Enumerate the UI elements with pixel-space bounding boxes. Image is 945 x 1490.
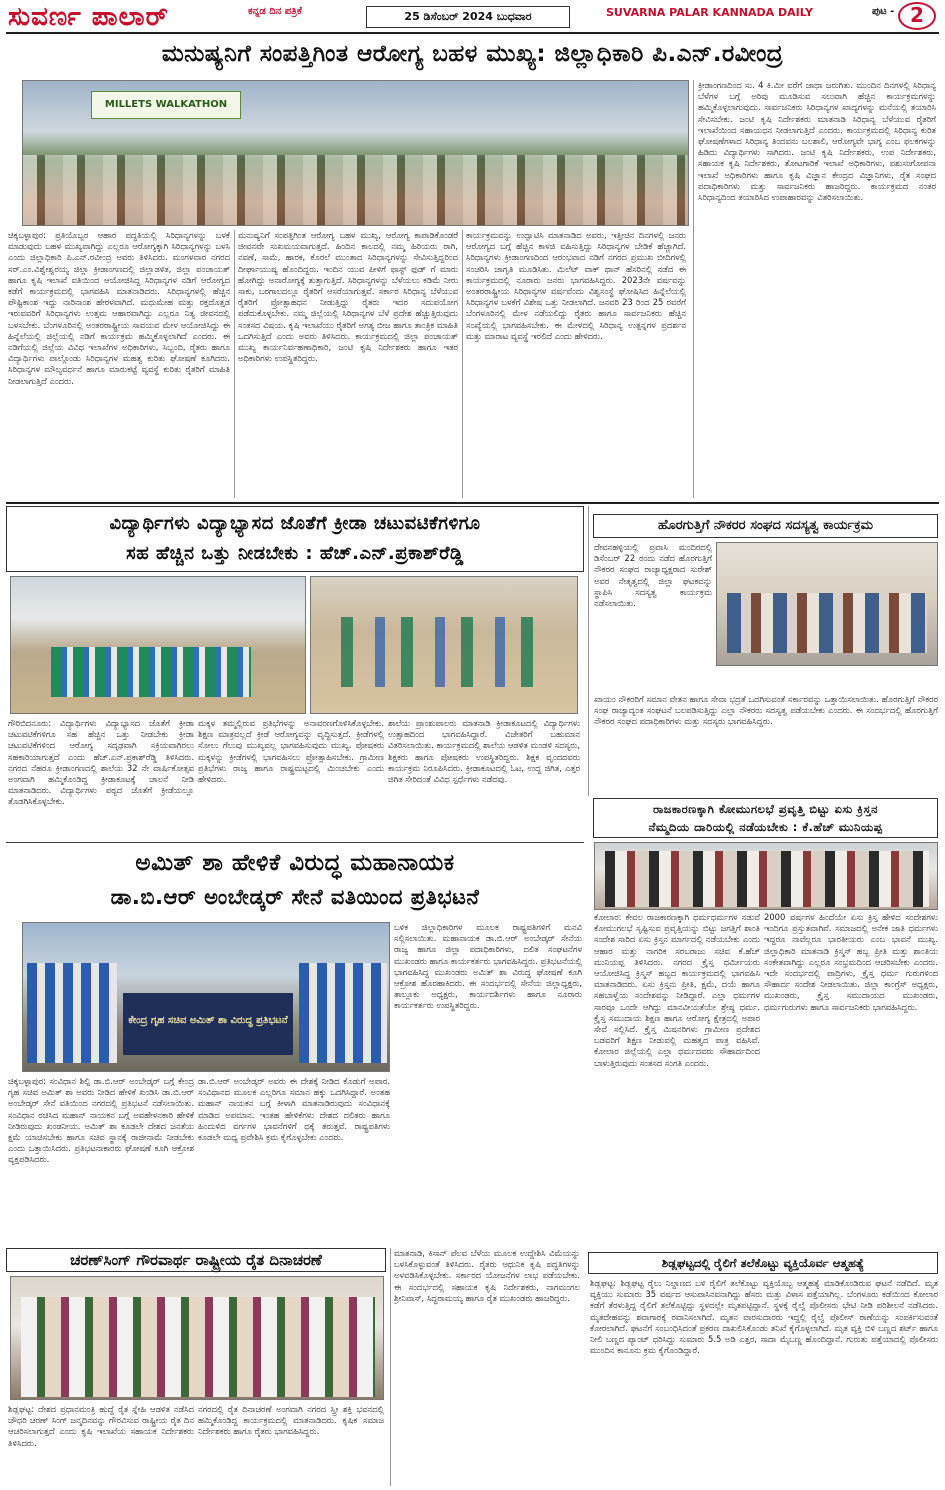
a1-photo-crowd <box>23 155 689 226</box>
a2-photo-right <box>310 576 578 714</box>
a2-col1: ಗೌರಿಬಿದನೂರು: ವಿದ್ಯಾರ್ಥಿಗಳು ವಿದ್ಯಾಭ್ಯಾಸದ ಜೊತೆಗೆ ಕ್ರೀಡಾ ಚಟುವಟಿಕೆಗಳಿಗೂ ಸಹ ಹೆಚ್ಚಿನ ಒತ್ತು ನೀಡಬೇಕು ಕ್ರೀಡಾ ಚಟುವಟಿಕೆಗಳಿಂದ ಆರೋಗ್ಯ ಸದೃಢವಾಗಿ ಸಕ್ರಿಯವಾಗಿರಲು ಸಹಕಾರಿಯಾಗುತ್ತದೆ ಎಂದು ಹೆಚ್.ಎನ್.ಪ್ರಕಾಶ್‌ರೆಡ್ಡಿ ತಿಳಿಸಿದರು. ನಗರದ ನೆಹರೂ ಕ್ರೀಡಾಂಗಣದಲ್ಲಿ ಶಾಲೆಯ 32 ನೇ ವಾರ್ಷಿಕೋತ್ಸವ ಅಂಗವಾಗಿ ಹಮ್ಮಿಕೊಂಡಿದ್ದ ಕ್ರೀಡಾಕೂಟಕ್ಕೆ ಚಾಲನೆ ನೀಡಿ ಮಾತನಾಡಿದರು. ವಿದ್ಯಾರ್ಥಿಗಳು ಪಠ್ಯದ ಜೊತೆಗೆ ಕ್ರೀಡೆಯಲ್ಲೂ ತೊಡಗಿಸಿಕೊಳ್ಳಬೇಕು. <box>8 718 194 807</box>
a5-headline-box <box>6 846 584 918</box>
a5-col3: ಬಳಿಕ ಜಿಲ್ಲಾಧಿಕಾರಿಗಳ ಮೂಲಕ ರಾಷ್ಟ್ರಪತಿಗಳಿಗೆ ಮನವಿ ಸಲ್ಲಿಸಲಾಯಿತು. ಮಹಾನಾಯಕ ಡಾ.ಬಿ.ಆರ್ ಅಂಬೇಡ್ಕರ್ ಸೇನೆಯ ರಾಜ್ಯ ಹಾಗೂ ಜಿಲ್ಲಾ ಪದಾಧಿಕಾರಿಗಳು, ದಲಿತ ಸಂಘಟನೆಗಳ ಮುಖಂಡರು ಹಾಗೂ ಕಾರ್ಯಕರ್ತರು ಭಾಗವಹಿಸಿದ್ದರು. ಪ್ರತಿಭಟನೆಯಲ್ಲಿ ಭಾಗವಹಿಸಿದ್ದ ಮುಖಂಡರು ಅಮಿತ್ ಶಾ ವಿರುದ್ಧ ಘೋಷಣೆ ಕೂಗಿ ಆಕ್ರೋಶ ಹೊರಹಾಕಿದರು. ಈ ಸಂದರ್ಭದಲ್ಲಿ ಸೇನೆಯ ಜಿಲ್ಲಾಧ್ಯಕ್ಷರು, ತಾಲ್ಲೂಕು ಅಧ್ಯಕ್ಷರು, ಕಾರ್ಯದರ್ಶಿಗಳು ಹಾಗೂ ನೂರಾರು ಕಾರ್ಯಕರ್ತರು ಉಪಸ್ಥಿತರಿದ್ದರು. <box>394 922 582 1011</box>
a5-banner: ಕೇಂದ್ರ ಗೃಹ ಸಚಿವ ಅಮಿತ್ ಶಾ ವಿರುದ್ಧ ಪ್ರತಿಭಟನೆ <box>123 993 293 1055</box>
a6-col-rule <box>390 1248 391 1486</box>
a5-photo-crowd <box>299 963 387 1063</box>
a1-col4: ಕ್ರೀಡಾಂಗಣದಿಂದ ಸು. 4 ಕಿ.ಮೀ ವರೆಗೆ ಜಾಥಾ ಜರುಗಿತು. ಮುಂದಿನ ದಿನಗಳಲ್ಲಿ ಸಿರಿಧಾನ್ಯ ಬೆಳೆಗಳ ಬಗ್ಗೆ ಅರಿವು ಮೂಡಿಸುವ ಸಲುವಾಗಿ ಹೆಚ್ಚಿನ ಕಾರ್ಯಕ್ರಮಗಳನ್ನು ಹಮ್ಮಿಕೊಳ್ಳಲಾಗುವುದು. ಸಾರ್ವಜನಿಕರು ಸಿರಿಧಾನ್ಯಗಳ ಖಾದ್ಯಗಳನ್ನು ಮನೆಯಲ್ಲಿ ತಯಾರಿಸಿ ಸೇವಿಸಬೇಕು. ಜಂಟಿ ಕೃಷಿ ನಿರ್ದೇಶಕರು ಮಾತನಾಡಿ ಸಿರಿಧಾನ್ಯ ಬೆಳೆಯುವ ರೈತರಿಗೆ ಇಲಾಖೆಯಿಂದ ಸಹಾಯಧನ ನೀಡಲಾಗುತ್ತಿದೆ ಎಂದರು. ಕಾರ್ಯಕ್ರಮದಲ್ಲಿ ಸಿರಿಧಾನ್ಯ ಕುರಿತ ಘೋಷಣೆಗಳಾದ ಸಿರಿಧಾನ್ಯ ತಿಂದವನು ಬಲಶಾಲಿ, ಆರೋಗ್ಯವೇ ಭಾಗ್ಯ ಎಂಬ ಫಲಕಗಳನ್ನು ಹಿಡಿದು ವಿದ್ಯಾರ್ಥಿಗಳು ಸಾಗಿದರು. ಜಂಟಿ ಕೃಷಿ ನಿರ್ದೇಶಕರು, ಉಪ ನಿರ್ದೇಶಕರು, ಸಹಾಯಕ ಕೃಷಿ ನಿರ್ದೇಶಕರು, ತೋಟಗಾರಿಕೆ ಇಲಾಖೆ ಅಧಿಕಾರಿಗಳು, ಪಶುಸಂಗೋಪನಾ ಇಲಾಖೆ ಅಧಿಕಾರಿಗಳು ಹಾಗೂ ಕೃಷಿ ವಿಜ್ಞಾನ ಕೇಂದ್ರದ ವಿಜ್ಞಾನಿಗಳು, ರೈತ ಸಂಘದ ಪದಾಧಿಕಾರಿಗಳು ಮತ್ತು ಸಾರ್ವಜನಿಕರು ಹಾಜರಿದ್ದರು. ಕಾರ್ಯಕ್ರಮದ ನಂತರ ಸಿರಿಧಾನ್ಯದಿಂದ ತಯಾರಿಸಿದ ಉಪಾಹಾರವನ್ನು ವಿತರಿಸಲಾಯಿತು. <box>698 80 936 203</box>
a5-photo <box>22 922 390 1072</box>
section-rule <box>6 502 939 504</box>
a2-photo-left <box>10 576 306 714</box>
a4-photo-people <box>605 851 929 907</box>
a7-headline: ಶಿಡ್ಲಘಟ್ಟದಲ್ಲಿ ರೈಲಿಗೆ ತಲೆಕೊಟ್ಟು ವ್ಯಕ್ತಿಯೊರ್ವ ಆತ್ಮಹತ್ಯೆ <box>588 1252 938 1274</box>
a1-col-rule <box>462 230 463 498</box>
a6-col1: ಶಿಡ್ಲಘಟ್ಟ: ದೇಶದ ಪ್ರಧಾನಮಂತ್ರಿ ಹುದ್ದೆ ರೈತ ಸ್ನೇಹಿ ಆಡಳಿತ ನಡೆಸಿದ ಚೌಧರಿ ಚರಣ್ ಸಿಂಗ್ ಜನ್ಮದಿನವನ್ನು ಗೌರವಿಸುವ ರಾಷ್ಟ್ರೀಯ ರೈತ ದಿನ ಆಚರಿಸಲಾಗುತ್ತದೆ ಎಂದು ಕೃಷಿ ಇಲಾಖೆಯ ಸಹಾಯಕ ನಿರ್ದೇಶಕರು ತಿಳಿಸಿದರು. <box>8 1404 194 1448</box>
a1-col1: ಚಿಕ್ಕಬಳ್ಳಾಪುರ: ಪ್ರತಿಯೊಬ್ಬರ ಆಹಾರ ಪದ್ಧತಿಯಲ್ಲಿ ಸಿರಿಧಾನ್ಯಗಳನ್ನು ಬಳಕೆ ಮಾಡುವುದು ಬಹಳ ಮುಖ್ಯವಾಗಿದ್ದು ಎಲ್ಲರೂ ಆರೋಗ್ಯಕ್ಕಾಗಿ ಸಿರಿಧಾನ್ಯಗಳನ್ನು ಬಳಸಿ ಎಂದು ಜಿಲ್ಲಾಧಿಕಾರಿ ಪಿ.ಎನ್.ರವೀಂದ್ರ ಅವರು ತಿಳಿಸಿದರು. ಮಂಗಳವಾರ ನಗರದ ಸರ್.ಎಂ.ವಿಶ್ವೇಶ್ವರಯ್ಯ ಜಿಲ್ಲಾ ಕ್ರೀಡಾಂಗಣದಲ್ಲಿ ಜಿಲ್ಲಾಡಳಿತ, ಜಿಲ್ಲಾ ಪಂಚಾಯತ್ ಹಾಗೂ ಕೃಷಿ ಇಲಾಖೆ ವತಿಯಿಂದ ಆಯೋಜಿಸಿದ್ದ ಸಿರಿಧಾನ್ಯಗಳ ನಡಿಗೆ ಆರೋಗ್ಯದ ಕಡೆಗೆ ಕಾರ್ಯಕ್ರಮದಲ್ಲಿ ಭಾಗವಹಿಸಿ ಮಾತನಾಡಿದರು. ಸಿರಿಧಾನ್ಯಗಳಲ್ಲಿ ಹೆಚ್ಚಿನ ಪೌಷ್ಟಿಕಾಂಶ ಇದ್ದು ನಾರಿನಾಂಶ ಹೇರಳವಾಗಿದೆ. ಮಧುಮೇಹ ಮತ್ತು ರಕ್ತದೊತ್ತಡ ಇರುವವರಿಗೆ ಸಿರಿಧಾನ್ಯಗಳು ಉತ್ತಮ ಆಹಾರವಾಗಿದ್ದು ಎಲ್ಲರೂ ನಿತ್ಯ ಜೀವನದಲ್ಲಿ ಬಳಸಬೇಕು. ಬೆಂಗಳೂರಿನಲ್ಲಿ ಅಂತರರಾಷ್ಟ್ರೀಯ ಸಾವಯವ ಮೇಳ ಆಯೋಜಿಸಿದ್ದು ಈ ಹಿನ್ನೆಲೆಯಲ್ಲಿ ಜಿಲ್ಲೆಯಲ್ಲಿ ನಡಿಗೆ ಕಾರ್ಯಕ್ರಮ ಹಮ್ಮಿಕೊಳ್ಳಲಾಗಿದೆ ಎಂದರು. ಈ ನಡಿಗೆಯಲ್ಲಿ ಜಿಲ್ಲೆಯ ವಿವಿಧ ಇಲಾಖೆಗಳ ಅಧಿಕಾರಿಗಳು, ಸಿಬ್ಬಂದಿ, ರೈತರು ಹಾಗೂ ವಿದ್ಯಾರ್ಥಿಗಳು ಪಾಲ್ಗೊಂಡು ಸಿರಿಧಾನ್ಯಗಳ ಮಹತ್ವ ಕುರಿತು ಘೋಷಣೆ ಕೂಗಿದರು. ಸಿರಿಧಾನ್ಯಗಳ ಮೌಲ್ಯವರ್ಧನೆ ಹಾಗೂ ಮಾರುಕಟ್ಟೆ ವ್ಯವಸ್ಥೆ ಕುರಿತು ರೈತರಿಗೆ ಮಾಹಿತಿ ನೀಡಲಾಗುತ್ತಿದೆ ಎಂದರು. <box>8 230 230 386</box>
a5-col1: ಚಿಕ್ಕಬಳ್ಳಾಪುರ: ಸಂವಿಧಾನ ಶಿಲ್ಪಿ ಡಾ.ಬಿ.ಆರ್ ಅಂಬೇಡ್ಕರ್ ಬಗ್ಗೆ ಕೇಂದ್ರ ಗೃಹ ಸಚಿವ ಅಮಿತ್ ಶಾ ಅವರು ನೀಡಿದ ಹೇಳಿಕೆ ಖಂಡಿಸಿ ಡಾ.ಬಿ.ಆರ್ ಅಂಬೇಡ್ಕರ್ ಸೇನೆ ವತಿಯಿಂದ ನಗರದಲ್ಲಿ ಪ್ರತಿಭಟನೆ ನಡೆಸಲಾಯಿತು. ಸಂವಿಧಾನ ರಚಿಸಿದ ಮಹಾನ್ ನಾಯಕನ ಬಗ್ಗೆ ಅವಹೇಳನಕಾರಿ ಹೇಳಿಕೆ ನೀಡಿರುವುದು ಖಂಡನೀಯ. ಅಮಿತ್ ಶಾ ಕೂಡಲೇ ದೇಶದ ಜನತೆಯ ಕ್ಷಮೆ ಯಾಚಿಸಬೇಕು ಹಾಗೂ ಸಚಿವ ಸ್ಥಾನಕ್ಕೆ ರಾಜೀನಾಮೆ ನೀಡಬೇಕು ಎಂದು ಒತ್ತಾಯಿಸಿದರು. ಪ್ರತಿಭಟನಾಕಾರರು ಘೋಷಣೆ ಕೂಗಿ ಆಕ್ರೋಶ ವ್ಯಕ್ತಪಡಿಸಿದರು. <box>8 1076 194 1165</box>
masthead-subtitle: ಕನ್ನಡ ದಿನ ಪತ್ರಿಕೆ <box>248 6 302 17</box>
a1-headline: ಮನುಷ್ಯನಿಗೆ ಸಂಪತ್ತಿಗಿಂತ ಆರೋಗ್ಯ ಬಹಳ ಮುಖ್ಯ: ಜಿಲ್ಲಾಧಿಕಾರಿ ಪಿ.ಎನ್.ರವೀಂದ್ರ <box>161 41 784 67</box>
a1-col3: ಕಾರ್ಯಕ್ರಮವನ್ನು ಉದ್ಘಾಟಿಸಿ ಮಾತನಾಡಿದ ಅವರು, ಇತ್ತೀಚಿನ ದಿನಗಳಲ್ಲಿ ಜನರು ಆರೋಗ್ಯದ ಬಗ್ಗೆ ಹೆಚ್ಚಿನ ಕಾಳಜಿ ವಹಿಸುತ್ತಿದ್ದು ಸಿರಿಧಾನ್ಯಗಳ ಬೇಡಿಕೆ ಹೆಚ್ಚಾಗಿದೆ. ಸಿರಿಧಾನ್ಯಗಳು ಕ್ರೀಡಾಂಗಣದಿಂದ ಆರಂಭವಾದ ನಡಿಗೆ ನಗರದ ಪ್ರಮುಖ ಬೀದಿಗಳಲ್ಲಿ ಸಂಚರಿಸಿ ಜಾಗೃತಿ ಮೂಡಿಸಿತು. ಮಿಲೆಟ್ ವಾಕ್ ಥಾನ್ ಹೆಸರಿನಲ್ಲಿ ನಡೆದ ಈ ಕಾರ್ಯಕ್ರಮದಲ್ಲಿ ನೂರಾರು ಜನರು ಭಾಗವಹಿಸಿದ್ದರು. 2023ನೇ ವರ್ಷವನ್ನು ಅಂತರರಾಷ್ಟ್ರೀಯ ಸಿರಿಧಾನ್ಯಗಳ ವರ್ಷವೆಂದು ವಿಶ್ವಸಂಸ್ಥೆ ಘೋಷಿಸಿದ ಹಿನ್ನೆಲೆಯಲ್ಲಿ ಸಿರಿಧಾನ್ಯಗಳ ಬಳಕೆಗೆ ವಿಶೇಷ ಒತ್ತು ನೀಡಲಾಗಿದೆ. ಜನವರಿ 23 ರಿಂದ 25 ರವರೆಗೆ ಬೆಂಗಳೂರಿನಲ್ಲಿ ಮೇಳ ನಡೆಯಲಿದ್ದು ರೈತರು ಹಾಗೂ ಸಾರ್ವಜನಿಕರು ಹೆಚ್ಚಿನ ಸಂಖ್ಯೆಯಲ್ಲಿ ಭಾಗವಹಿಸಬೇಕು. ಈ ಮೇಳದಲ್ಲಿ ಸಿರಿಧಾನ್ಯ ಉತ್ಪನ್ನಗಳ ಪ್ರದರ್ಶನ ಮತ್ತು ಮಾರಾಟ ವ್ಯವಸ್ಥೆ ಇರಲಿದೆ ಎಂದು ಹೇಳಿದರು. <box>466 230 686 341</box>
a1-col-rule <box>234 230 235 498</box>
a5-photo-crowd <box>27 963 117 1063</box>
a4-col1: ಕೋಲಾರ: ಕೇವಲ ರಾಜಕಾರಣಕ್ಕಾಗಿ ಧರ್ಮಧರ್ಮಗಳ ನಡುವೆ ಕೋಮುಗಲಭೆ ಸೃಷ್ಟಿಸುವ ಪ್ರವೃತ್ತಿಯನ್ನು ಬಿಟ್ಟು ಜಗತ್ತಿಗೆ ಶಾಂತಿ ಸಂದೇಶ ಸಾರಿದ ಏಸು ಕ್ರಿಸ್ತನ ಮಾರ್ಗದಲ್ಲಿ ನಡೆಯಬೇಕು ಎಂದು ಆಹಾರ ಮತ್ತು ನಾಗರಿಕ ಸರಬರಾಜು ಸಚಿವ ಕೆ.ಹೆಚ್ ಮುನಿಯಪ್ಪ ತಿಳಿಸಿದರು. ನಗರದ ಕ್ರೈಸ್ತ ಧರ್ಮೀಯರು ಆಯೋಜಿಸಿದ್ದ ಕ್ರಿಸ್ಮಸ್ ಹಬ್ಬದ ಕಾರ್ಯಕ್ರಮದಲ್ಲಿ ಭಾಗವಹಿಸಿ ಮಾತನಾಡಿದರು. ಏಸು ಕ್ರಿಸ್ತನು ಪ್ರೀತಿ, ಕ್ಷಮೆ, ದಯೆ ಹಾಗೂ ಸಹಬಾಳ್ವೆಯ ಸಂದೇಶವನ್ನು ನೀಡಿದ್ದಾರೆ. ಎಲ್ಲಾ ಧರ್ಮಗಳ ಸಾರವೂ ಒಂದೇ ಆಗಿದ್ದು ಮಾನವೀಯತೆಯೇ ಶ್ರೇಷ್ಠ ಧರ್ಮ. ಕ್ರೈಸ್ತ ಸಮುದಾಯ ಶಿಕ್ಷಣ ಹಾಗೂ ಆರೋಗ್ಯ ಕ್ಷೇತ್ರದಲ್ಲಿ ಅಪಾರ ಸೇವೆ ಸಲ್ಲಿಸಿದೆ. ಕ್ರೈಸ್ತ ಮಿಷನರಿಗಳು ಗ್ರಾಮೀಣ ಪ್ರದೇಶದ ಬಡವರಿಗೆ ಶಿಕ್ಷಣ ನೀಡುವಲ್ಲಿ ಮಹತ್ವದ ಪಾತ್ರ ವಹಿಸಿವೆ. ಕೋಲಾರ ಜಿಲ್ಲೆಯಲ್ಲಿ ಎಲ್ಲಾ ಧರ್ಮದವರು ಸೌಹಾರ್ದದಿಂದ ಬಾಳುತ್ತಿರುವುದು ಸಂತಸದ ಸಂಗತಿ ಎಂದರು. <box>594 912 760 1068</box>
a1-col-rule <box>693 80 694 498</box>
a3-headline: ಹೊರಗುತ್ತಿಗೆ ನೌಕರರ ಸಂಘದ ಸದಸ್ಯತ್ವ ಕಾರ್ಯಕ್ರಮ <box>593 514 938 538</box>
a6-col2: ನಗರದಲ್ಲಿ ರೈತ ದಿನಾಚರಣೆ ಅಂಗವಾಗಿ ನಗರದ ಸ್ತ್ರೀ ಶಕ್ತಿ ಭವನದಲ್ಲಿ ಹಮ್ಮಿಕೊಂಡಿದ್ದ ಕಾರ್ಯಕ್ರಮದಲ್ಲಿ ಮಾತನಾಡಿದರು. ಕೃಷಿಕ ಸಮಾಜ ನಿರ್ದೇಶಕರು ಹಾಗೂ ರೈತರು ಭಾಗವಹಿಸಿದ್ದರು. <box>198 1404 384 1437</box>
masthead-rule <box>6 32 939 34</box>
a3-photo-people <box>727 593 927 653</box>
a5-col2: ಡಾ.ಬಿ.ಆರ್ ಅಂಬೇಡ್ಕರ್ ಅವರು ಈ ದೇಶಕ್ಕೆ ನೀಡಿದ ಕೊಡುಗೆ ಅಪಾರ. ಸಂವಿಧಾನದ ಮೂಲಕ ಎಲ್ಲರಿಗೂ ಸಮಾನ ಹಕ್ಕು ಒದಗಿಸಿದ್ದಾರೆ. ಅಂತಹ ಮಹಾನ್ ನಾಯಕನ ಬಗ್ಗೆ ಕೀಳಾಗಿ ಮಾತನಾಡಿರುವುದು ಸಂವಿಧಾನಕ್ಕೆ ಮಾಡಿದ ಅಪಮಾನ. ಇಂತಹ ಹೇಳಿಕೆಗಳು ದೇಶದ ದಲಿತರು ಹಾಗೂ ಹಿಂದುಳಿದ ವರ್ಗಗಳ ಭಾವನೆಗಳಿಗೆ ಧಕ್ಕೆ ತರುತ್ತವೆ. ರಾಷ್ಟ್ರಪತಿಗಳು ಕೂಡಲೇ ಮಧ್ಯ ಪ್ರವೇಶಿಸಿ ಕ್ರಮ ಕೈಗೊಳ್ಳಬೇಕು ಎಂದರು. <box>198 1076 390 1143</box>
a3-col2: ಖಾಯಂ ನೌಕರರಿಗೆ ಸಮಾನ ವೇತನ ಹಾಗೂ ಸೇವಾ ಭದ್ರತೆ ಒದಗಿಸುವಂತೆ ಸರ್ಕಾರವನ್ನು ಒತ್ತಾಯಿಸಲಾಯಿತು. ಹೊರಗುತ್ತಿಗೆ ನೌಕರರ ಸಂಘ ರಾಜ್ಯಾದ್ಯಂತ ಸಂಘಟನೆ ಬಲಪಡಿಸುತ್ತಿದ್ದು ಎಲ್ಲಾ ನೌಕರರು ಸದಸ್ಯತ್ವ ಪಡೆಯಬೇಕು ಎಂದರು. ಈ ಸಂದರ್ಭದಲ್ಲಿ ಹೊರಗುತ್ತಿಗೆ ನೌಕರರ ಸಂಘದ ಪದಾಧಿಕಾರಿಗಳು ಮತ್ತು ಸದಸ್ಯರು ಭಾಗವಹಿಸಿದ್ದರು. <box>594 694 938 727</box>
page-number: 2 <box>898 2 936 30</box>
a3-photo <box>716 542 938 666</box>
a5-headline-line1: ಅಮಿತ್ ಶಾ ಹೇಳಿಕೆ ವಿರುದ್ಧ ಮಹಾನಾಯಕ <box>135 850 455 876</box>
a1-photo <box>22 80 689 226</box>
a4-col2: 2000 ವರ್ಷಗಳ ಹಿಂದೆಯೇ ಏಸು ಕ್ರಿಸ್ತ ಹೇಳಿದ ಸಂದೇಶಗಳು ಇಂದಿಗೂ ಪ್ರಸ್ತುತವಾಗಿವೆ. ಸಮಾಜದಲ್ಲಿ ಅನೇಕ ಜಾತಿ ಧರ್ಮಗಳು ಇದ್ದರೂ ನಾವೆಲ್ಲರೂ ಭಾರತೀಯರು ಎಂಬ ಭಾವನೆ ಮುಖ್ಯ. ಜಿಲ್ಲಾಧಿಕಾರಿ ಮಾತನಾಡಿ ಕ್ರಿಸ್ಮಸ್ ಹಬ್ಬ ಪ್ರೀತಿ ಮತ್ತು ಶಾಂತಿಯ ಸಂಕೇತವಾಗಿದ್ದು ಎಲ್ಲರೂ ಸಂಭ್ರಮದಿಂದ ಆಚರಿಸಬೇಕು ಎಂದರು. ಇದೇ ಸಂದರ್ಭದಲ್ಲಿ ಪಾದ್ರಿಗಳು, ಕ್ರೈಸ್ತ ಧರ್ಮ ಗುರುಗಳಿಂದ ಸೌಹಾರ್ದ ಸಂದೇಶ ನೀಡಲಾಯಿತು. ಜಿಲ್ಲಾ ಕಾಂಗ್ರೆಸ್ ಅಧ್ಯಕ್ಷರು, ಮುಖಂಡರು, ಕ್ರೈಸ್ತ ಸಮುದಾಯದ ಮುಖಂಡರು, ಧರ್ಮಗುರುಗಳು ಹಾಗೂ ಸಾರ್ವಜನಿಕರು ಭಾಗವಹಿಸಿದ್ದರು. <box>764 912 938 1012</box>
a4-headline-line1: ರಾಜಕಾರಣಕ್ಕಾಗಿ ಕೋಮುಗಲಭೆ ಪ್ರವೃತ್ತಿ ಬಿಟ್ಟು ಏಸು ಕ್ರಿಸ್ತನ <box>652 802 878 816</box>
a2-headline-line1: ವಿದ್ಯಾರ್ಥಿಗಳು ವಿದ್ಯಾಭ್ಯಾಸದ ಜೊತೆಗೆ ಕ್ರೀಡಾ ಚಟುವಟಿಕೆಗಳಿಗೂ <box>109 513 481 534</box>
a5-headline-line2: ಡಾ.ಬಿ.ಆರ್ ಅಂಬೇಡ್ಕರ್ ಸೇನೆ ವತಿಯಿಂದ ಪ್ರತಿಭಟನೆ <box>110 885 480 909</box>
masthead-date: 25 ಡಿಸೆಂಬರ್ 2024 ಬುಧವಾರ <box>366 6 570 28</box>
a1-banner: MILLETS WALKATHON <box>91 91 241 119</box>
a2-photo-runners <box>341 617 541 687</box>
masthead-english-name: SUVARNA PALAR KANNADA DAILY <box>606 6 813 19</box>
a1-col2: ಮನುಷ್ಯನಿಗೆ ಸಂಪತ್ತಿಗಿಂತ ಆರೋಗ್ಯ ಬಹಳ ಮುಖ್ಯ, ಆರೋಗ್ಯ ಕಾಪಾಡಿಕೊಂಡರೆ ಜೀವನವೇ ಸುಖಮಯವಾಗುತ್ತದೆ. ಹಿಂದಿನ ಕಾಲದಲ್ಲಿ ನಮ್ಮ ಹಿರಿಯರು ರಾಗಿ, ನವಣೆ, ಸಾಮೆ, ಹಾರಕ, ಕೊರಲೆ ಮುಂತಾದ ಸಿರಿಧಾನ್ಯಗಳನ್ನು ಸೇವಿಸುತ್ತಿದ್ದರಿಂದ ದೀರ್ಘಾಯುಷ್ಯ ಹೊಂದಿದ್ದರು. ಇಂದಿನ ಯುವ ಪೀಳಿಗೆ ಫಾಸ್ಟ್ ಫುಡ್ ಗೆ ಮಾರು ಹೋಗಿದ್ದು ಅನಾರೋಗ್ಯಕ್ಕೆ ತುತ್ತಾಗುತ್ತಿದೆ. ಸಿರಿಧಾನ್ಯಗಳನ್ನು ಬೆಳೆಯಲು ಕಡಿಮೆ ನೀರು ಸಾಕು, ಬರಗಾಲದಲ್ಲೂ ರೈತರಿಗೆ ಆಸರೆಯಾಗುತ್ತವೆ. ಸರ್ಕಾರ ಸಿರಿಧಾನ್ಯ ಬೆಳೆಯುವ ರೈತರಿಗೆ ಪ್ರೋತ್ಸಾಹಧನ ನೀಡುತ್ತಿದ್ದು ರೈತರು ಇದರ ಸದುಪಯೋಗ ಪಡೆದುಕೊಳ್ಳಬೇಕು. ನಮ್ಮ ಜಿಲ್ಲೆಯಲ್ಲಿ ಸಿರಿಧಾನ್ಯಗಳ ಬೆಳೆ ಪ್ರದೇಶ ಹೆಚ್ಚುತ್ತಿರುವುದು ಸಂತಸದ ವಿಷಯ. ಕೃಷಿ ಇಲಾಖೆಯು ರೈತರಿಗೆ ಅಗತ್ಯ ಬೀಜ ಹಾಗೂ ತಾಂತ್ರಿಕ ಮಾಹಿತಿ ಒದಗಿಸುತ್ತಿದೆ ಎಂದು ಅವರು ತಿಳಿಸಿದರು. ಕಾರ್ಯಕ್ರಮದಲ್ಲಿ ಜಿಲ್ಲಾ ಪಂಚಾಯತ್ ಮುಖ್ಯ ಕಾರ್ಯನಿರ್ವಹಣಾಧಿಕಾರಿ, ಜಂಟಿ ಕೃಷಿ ನಿರ್ದೇಶಕರು ಹಾಗೂ ಇತರ ಅಧಿಕಾರಿಗಳು ಉಪಸ್ಥಿತರಿದ್ದರು. <box>238 230 458 364</box>
a4-headline-line2: ನೆಮ್ಮದಿಯ ದಾರಿಯಲ್ಲಿ ನಡೆಯಬೇಕು : ಕೆ.ಹೆಚ್ ಮುನಿಯಪ್ಪ <box>648 820 883 834</box>
a2-headline-box <box>6 506 584 572</box>
a4-headline-box <box>593 798 938 838</box>
a6-headline: ಚರಣ್‌ಸಿಂಗ್ ಗೌರವಾರ್ಥ ರಾಷ್ಟ್ರೀಯ ರೈತ ದಿನಾಚರಣೆ <box>6 1248 386 1272</box>
right-col-rule <box>588 506 589 796</box>
a4-photo <box>594 842 938 910</box>
a6-photo-people <box>21 1297 375 1397</box>
page-label: ಪುಟ - <box>872 6 895 17</box>
a7-col1: ಶಿಡ್ಲಘಟ್ಟ: ಶಿಡ್ಲಘಟ್ಟ ರೈಲು ನಿಲ್ದಾಣದ ಬಳಿ ರೈಲಿಗೆ ತಲೆಕೊಟ್ಟು ವ್ಯಕ್ತಿಯೊಬ್ಬ ಆತ್ಮಹತ್ಯೆ ಮಾಡಿಕೊಂಡಿರುವ ಘಟನೆ ನಡೆದಿದೆ. ಮೃತ ವ್ಯಕ್ತಿಯು ಸುಮಾರು 35 ವರ್ಷದ ಆಸುಪಾಸಿನವನಾಗಿದ್ದು ಹೆಸರು ಮತ್ತು ವಿಳಾಸ ಪತ್ತೆಯಾಗಿಲ್ಲ. ಬೆಂಗಳೂರು ಕಡೆಯಿಂದ ಕೋಲಾರ ಕಡೆಗೆ ತೆರಳುತ್ತಿದ್ದ ರೈಲಿಗೆ ತಲೆಕೊಟ್ಟಿದ್ದು ಸ್ಥಳದಲ್ಲೇ ಮೃತಪಟ್ಟಿದ್ದಾನೆ. ಸ್ಥಳಕ್ಕೆ ರೈಲ್ವೆ ಪೊಲೀಸರು ಭೇಟಿ ನೀಡಿ ಪರಿಶೀಲನೆ ನಡೆಸಿದರು. ಮೃತದೇಹವನ್ನು ಶವಾಗಾರಕ್ಕೆ ರವಾನಿಸಲಾಗಿದೆ. ಮೃತನ ವಾರಸುದಾರರು ಇದ್ದಲ್ಲಿ ರೈಲ್ವೆ ಪೊಲೀಸ್ ಠಾಣೆಯನ್ನು ಸಂಪರ್ಕಿಸುವಂತೆ ಕೋರಲಾಗಿದೆ. ಘಟನೆಗೆ ಸಂಬಂಧಿಸಿದಂತೆ ಪ್ರಕರಣ ದಾಖಲಿಸಿಕೊಂಡು ತನಿಖೆ ಕೈಗೊಳ್ಳಲಾಗಿದೆ. ಮೃತ ವ್ಯಕ್ತಿ ಬಿಳಿ ಬಣ್ಣದ ಶರ್ಟ್ ಹಾಗೂ ನೀಲಿ ಬಣ್ಣದ ಪ್ಯಾಂಟ್ ಧರಿಸಿದ್ದು ಸುಮಾರು 5.5 ಅಡಿ ಎತ್ತರ, ಸಾದಾ ಮೈಬಣ್ಣ ಹೊಂದಿದ್ದಾನೆ. ಗುರುತು ಪತ್ತೆಯಾದಲ್ಲಿ ಪೊಲೀಸರು ಮುಂದಿನ ಕಾನೂನು ಕ್ರಮ ಕೈಗೊಂಡಿದ್ದಾರೆ. <box>590 1278 938 1356</box>
a2-col3: ಶಾಲೆಯ ಪ್ರಾಂಶುಪಾಲರು ಮಾತನಾಡಿ ಕ್ರೀಡಾಕೂಟದಲ್ಲಿ ವಿದ್ಯಾರ್ಥಿಗಳು ಉತ್ಸಾಹದಿಂದ ಭಾಗವಹಿಸಿದ್ದಾರೆ. ವಿಜೇತರಿಗೆ ಬಹುಮಾನ ವಿತರಿಸಲಾಯಿತು. ಕಾರ್ಯಕ್ರಮದಲ್ಲಿ ಶಾಲೆಯ ಆಡಳಿತ ಮಂಡಳಿ ಸದಸ್ಯರು, ಶಿಕ್ಷಕರು ಹಾಗೂ ಪೋಷಕರು ಉಪಸ್ಥಿತರಿದ್ದರು. ಶಿಕ್ಷಕ ವೃಂದದವರು ಕಾರ್ಯಕ್ರಮ ನಿರೂಪಿಸಿದರು. ಕ್ರೀಡಾಕೂಟದಲ್ಲಿ ಓಟ, ಉದ್ದ ಜಿಗಿತ, ಎತ್ತರ ಜಿಗಿತ ಸೇರಿದಂತೆ ವಿವಿಧ ಸ್ಪರ್ಧೆಗಳು ನಡೆದವು. <box>388 718 580 785</box>
a6-col3: ಮಾತನಾಡಿ, ಕಿಸಾನ್ ಪೆಲವ ಬೆಳೆಯ ಮೂಲಕ ಉದ್ದೇಶಿಸಿ ವಿಮೆಯನ್ನು ಬಳಸಿಕೊಳ್ಳುವಂತೆ ತಿಳಿಸಿದರು. ರೈತರು ಆಧುನಿಕ ಕೃಷಿ ಪದ್ಧತಿಗಳನ್ನು ಅಳವಡಿಸಿಕೊಳ್ಳಬೇಕು. ಸರ್ಕಾರದ ಯೋಜನೆಗಳ ಲಾಭ ಪಡೆಯಬೇಕು. ಈ ಸಂದರ್ಭದಲ್ಲಿ ಸಹಾಯಕ ಕೃಷಿ ನಿರ್ದೇಶಕರು, ನಾಗಮಂಗಲ ಶ್ರೀನಿವಾಸ್, ಸಿದ್ಧರಾಮಯ್ಯ ಹಾಗೂ ರೈತ ಮುಖಂಡರು ಹಾಜರಿದ್ದರು. <box>394 1248 580 1303</box>
a3-col1: ದೇವನಹಳ್ಳಿಯಲ್ಲಿ ಪ್ರವಾಸಿ ಮಂದಿರದಲ್ಲಿ ಡಿಸೆಂಬರ್ 22 ರಂದು ನಡೆದ ಹೊರಗುತ್ತಿಗೆ ನೌಕರರ ಸಂಘದ ರಾಜ್ಯಾಧ್ಯಕ್ಷರಾದ ಸುರೇಶ್ ಅವರ ನೇತೃತ್ವದಲ್ಲಿ ಜಿಲ್ಲಾ ಘಟಕವನ್ನು ಸ್ಥಾಪಿಸಿ ಸದಸ್ಯತ್ವ ಕಾರ್ಯಕ್ರಮ ನಡೆಸಲಾಯಿತು. <box>594 542 712 609</box>
a2-headline-line2: ಸಹ ಹೆಚ್ಚಿನ ಒತ್ತು ನೀಡಬೇಕು : ಹೆಚ್.ಎನ್.ಪ್ರಕಾಶ್‌ರೆಡ್ಡಿ <box>126 543 464 564</box>
a2-col2: ಮಕ್ಕಳ ತಮ್ಮಲ್ಲಿರುವ ಪ್ರತಿಭೆಗಳನ್ನು ಅನಾವರಣಗೊಳಿಸಿಕೊಳ್ಳಬೇಕು. ಶಿಕ್ಷಣ ಮಾತ್ರವಲ್ಲದೆ ಕ್ರೀಡೆ ಆರೋಗ್ಯವನ್ನು ವೃದ್ಧಿಸುತ್ತದೆ. ಕ್ರೀಡೆಗಳಲ್ಲಿ ಸೋಲು ಗೆಲುವು ಮುಖ್ಯವಲ್ಲ ಭಾಗವಹಿಸುವುದು ಮುಖ್ಯ. ಪೋಷಕರು ಮಕ್ಕಳನ್ನು ಕ್ರೀಡೆಗಳಲ್ಲಿ ಭಾಗವಹಿಸಲು ಪ್ರೋತ್ಸಾಹಿಸಬೇಕು. ಗ್ರಾಮೀಣ ಪ್ರತಿಭೆಗಳು ರಾಜ್ಯ ಹಾಗೂ ರಾಷ್ಟ್ರಮಟ್ಟದಲ್ಲಿ ಮಿಂಚಬೇಕು ಎಂದು ಹೇಳಿದರು. <box>198 718 384 785</box>
section-rule <box>6 842 584 843</box>
masthead-title: ಸುವರ್ಣ ಪಾಲಾರ್ <box>8 2 169 32</box>
a6-photo <box>10 1276 384 1400</box>
a2-photo-children <box>51 647 251 697</box>
